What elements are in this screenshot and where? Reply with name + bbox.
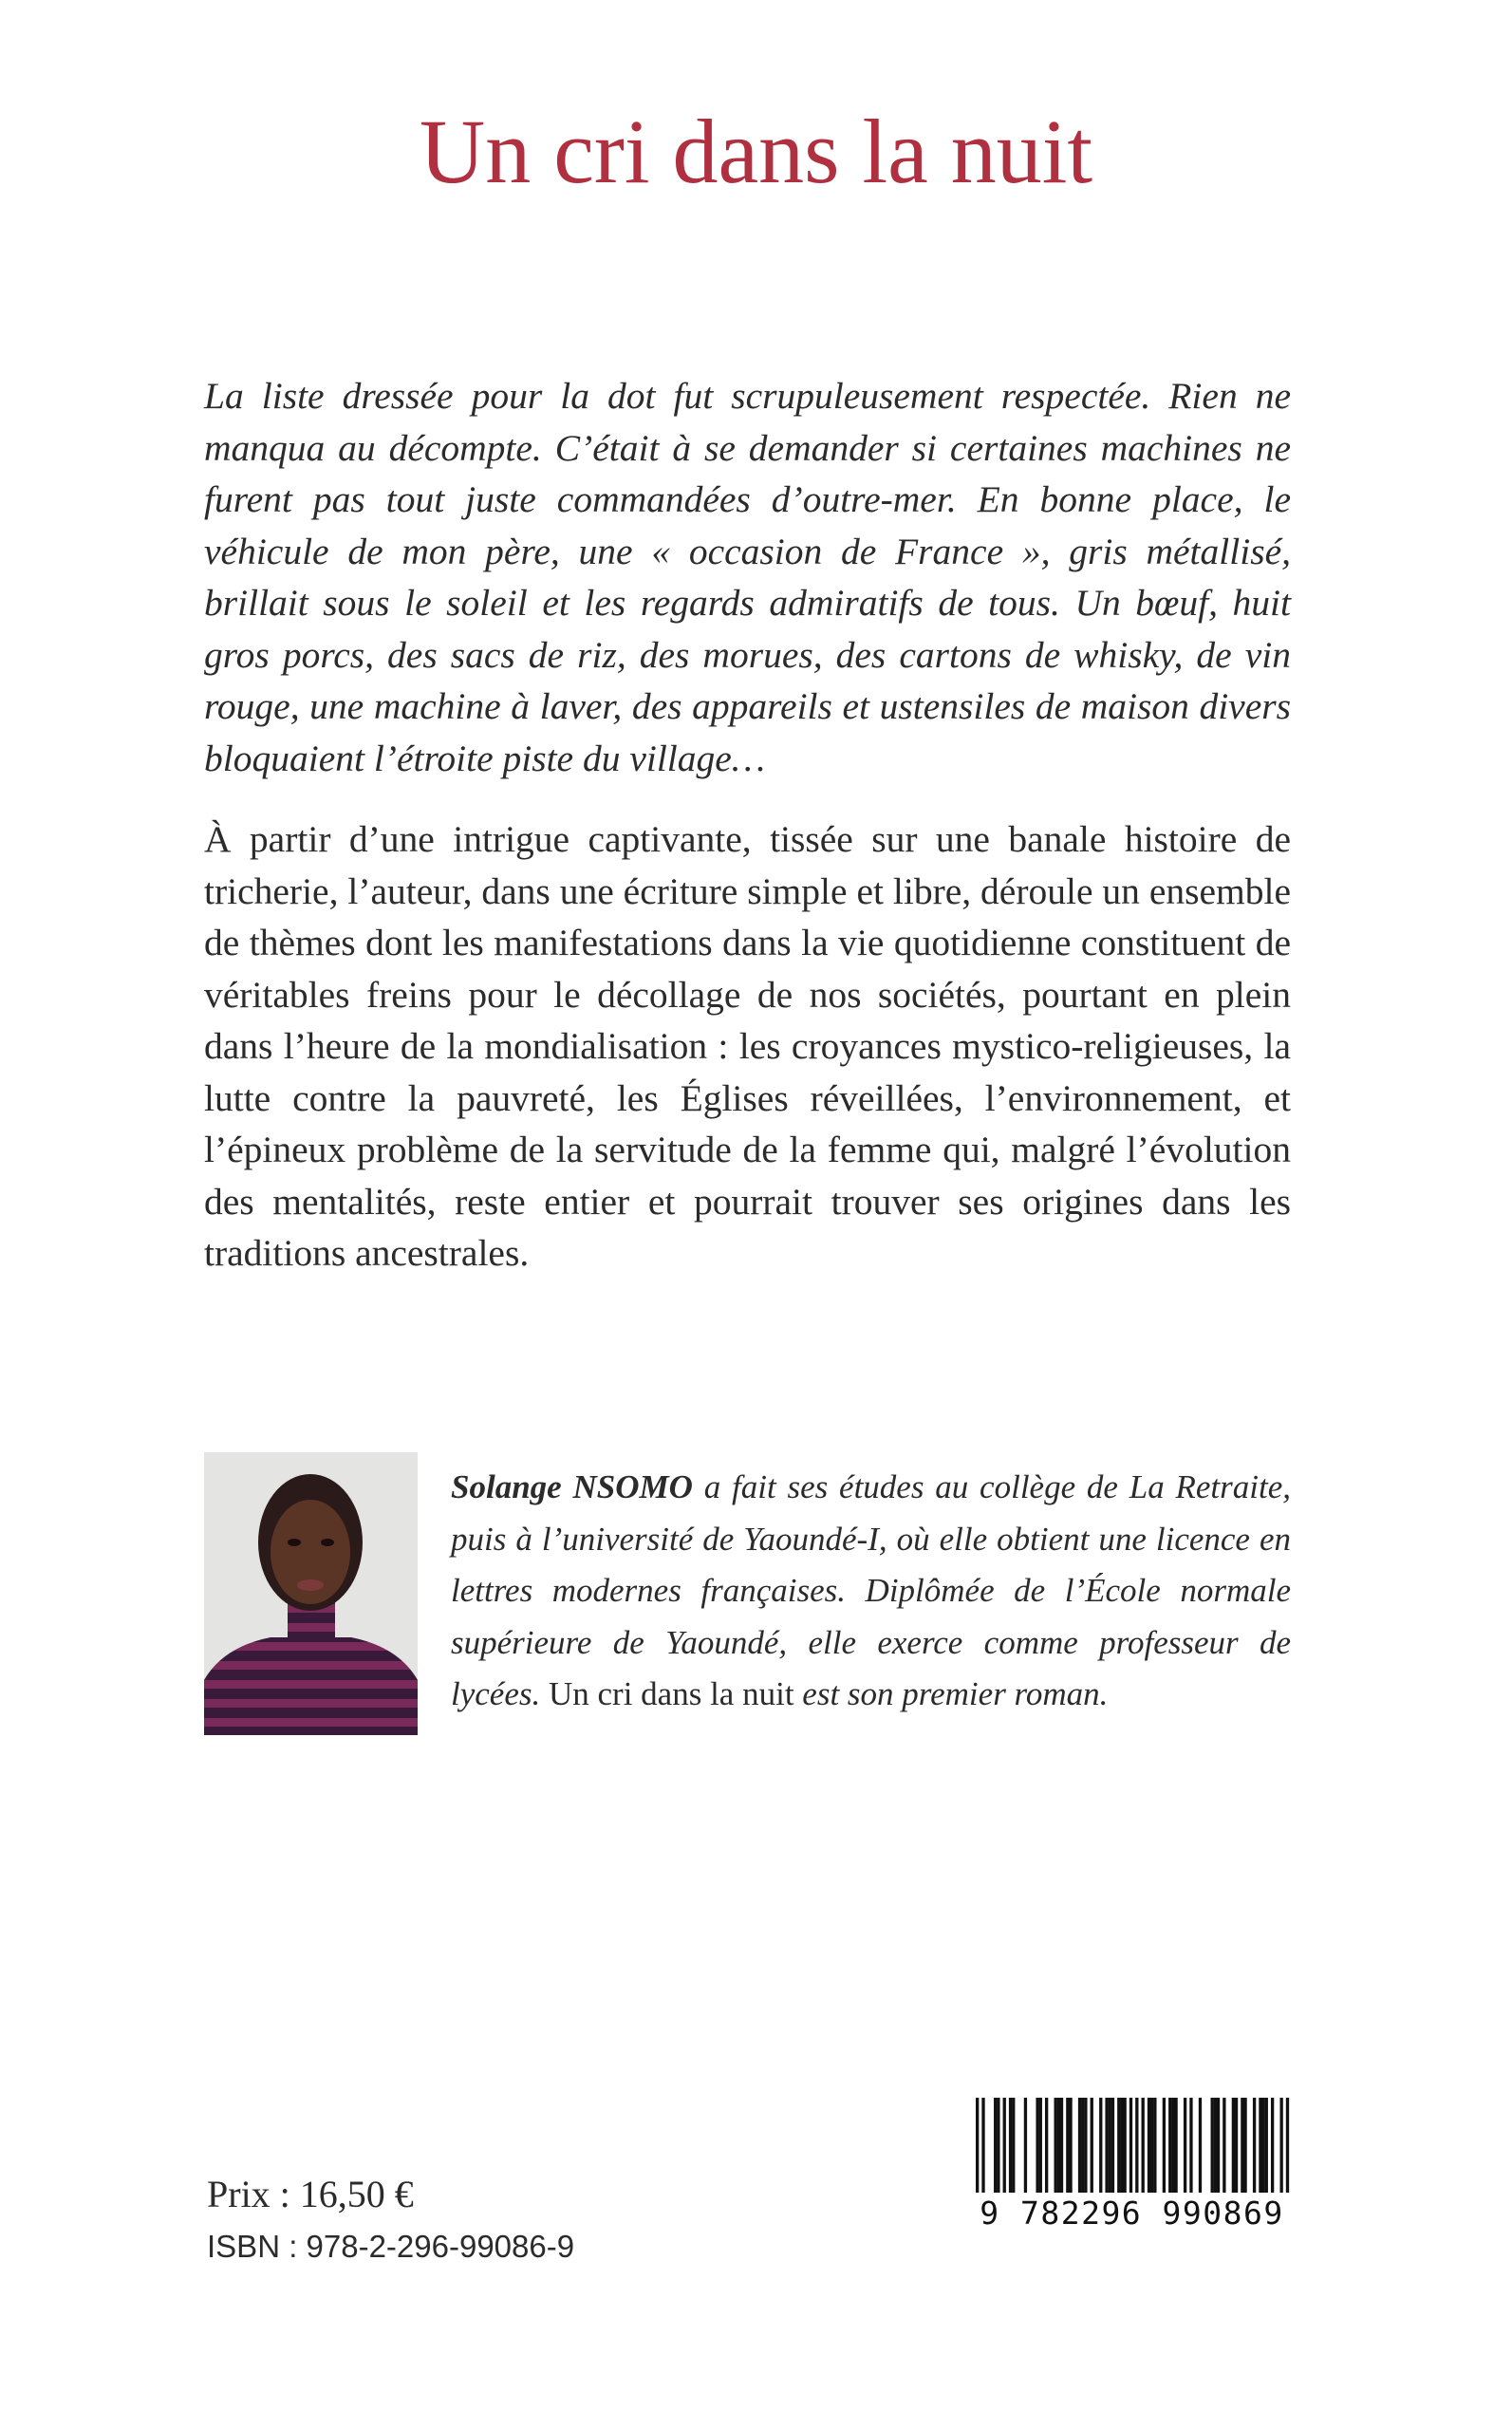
- barcode-bar: [1189, 2098, 1192, 2193]
- barcode-bar: [1109, 2098, 1111, 2193]
- barcode-bar: [1279, 2098, 1282, 2193]
- author-bio: [451, 1462, 1291, 1721]
- barcode-bar: [1060, 2098, 1063, 2193]
- barcode-bar: [1261, 2098, 1264, 2193]
- barcode-bar: [1259, 2098, 1261, 2193]
- barcode-bar: [1235, 2098, 1238, 2193]
- barcode-bar: [1129, 2098, 1132, 2193]
- barcode-bar: [994, 2098, 997, 2193]
- barcode-bar: [1123, 2098, 1126, 2193]
- barcode-bar: [1211, 2098, 1214, 2193]
- synopsis-paragraph: À partir d’une intrigue captivante, tissée sur une banale histoire de tricherie, l’auteur, dans une écriture simple et libre, déroule un ensemble de thèmes dont les manifestations dans la vie quotidienne constituent de véritables freins pour le décollage de nos sociétés, pourtant en plein dans l’heure de la mondialisation : les croyances mystico-religieuses, la lutte contre la pauvreté, les Églises réveillées, l’environnement, et l’épineux problème de la servitude de la femme qui, malgré l’évolution des mentalités, reste entier et pourrait trouver ses origines dans les traditions ancestrales.: [204, 818, 1291, 1274]
- excerpt-paragraph: La liste dressée pour la dot fut scrupuleusement respectée. Rien ne manqua au décompte. C’était à se demander si certaines machines ne furent pas tout juste commandées d’outre-mer. En bonne place, le véhicule de mon père, une « occasion de France », gris métallisé, brillait sous le soleil et les regards admiratifs de tous. Un bœuf, huit gros porcs, des sacs de riz, des morues, des cartons de whisky, de vin rouge, une machine à laver, des appareils et ustensiles de maison divers bloquaient l’étroite piste du village…: [204, 375, 1291, 779]
- author-bio-title-ref: Un cri dans la nuit: [548, 1675, 794, 1712]
- barcode-bar: [1111, 2098, 1114, 2193]
- barcode-bar: [1135, 2098, 1138, 2193]
- book-title: Un cri dans la nuit: [419, 101, 1093, 202]
- barcode-bars: [968, 2098, 1296, 2193]
- author-photo: [204, 1452, 418, 1735]
- barcode-bar: [1117, 2098, 1120, 2193]
- barcode-bar: [1084, 2098, 1087, 2193]
- barcode-bar: [1171, 2098, 1174, 2193]
- barcode-bar: [1253, 2098, 1256, 2193]
- barcode-bar: [1148, 2098, 1150, 2193]
- barcode-bar: [1271, 2098, 1274, 2193]
- barcode-bar: [1241, 2098, 1243, 2193]
- barcode-bar: [1265, 2098, 1268, 2193]
- barcode-bar: [1217, 2098, 1220, 2193]
- barcode-bar: [1232, 2098, 1235, 2193]
- barcode-bar: [1039, 2098, 1042, 2193]
- author-bio-text: a fait ses études au collège de La Retraite, puis à l’université de Yaoundé-I, où elle obtient une licence en lettres modernes françaises. Diplômée de l’École normale supérieure de Yaoundé, elle exerce comme professeur de lycées.: [451, 1468, 1291, 1712]
- barcode-bar: [1036, 2098, 1038, 2193]
- barcode-bar: [1078, 2098, 1081, 2193]
- barcode-bar: [1045, 2098, 1048, 2193]
- barcode-bar: [1091, 2098, 1093, 2193]
- barcode-bar: [981, 2098, 984, 2193]
- barcode-bar: [1214, 2098, 1217, 2193]
- barcode-bar: [1286, 2098, 1289, 2193]
- barcode-bar: [1184, 2098, 1186, 2193]
- barcode-bar: [1055, 2098, 1057, 2193]
- barcode-bar: [1142, 2098, 1145, 2193]
- barcode-bar: [1099, 2098, 1102, 2193]
- barcode-bar: [1199, 2098, 1202, 2193]
- author-bio-ending: est son premier roman.: [793, 1675, 1109, 1712]
- barcode-bar: [1150, 2098, 1153, 2193]
- barcode-bar: [1003, 2098, 1006, 2193]
- barcode-bar: [976, 2098, 979, 2193]
- barcode-bar: [1174, 2098, 1177, 2193]
- price-label: Prix : 16,50 €: [207, 2173, 414, 2215]
- barcode-bar: [1066, 2098, 1069, 2193]
- barcode-bar: [1009, 2098, 1012, 2193]
- barcode: [968, 2098, 1296, 2273]
- barcode-bar: [1069, 2098, 1072, 2193]
- barcode-bar: [1168, 2098, 1171, 2193]
- barcode-bar: [997, 2098, 999, 2193]
- barcode-bar: [1153, 2098, 1156, 2193]
- barcode-bar: [1024, 2098, 1027, 2193]
- barcode-bar: [1081, 2098, 1084, 2193]
- author-name: Solange NSOMO: [451, 1468, 693, 1505]
- barcode-bar: [1243, 2098, 1246, 2193]
- barcode-bar: [1163, 2098, 1166, 2193]
- barcode-bar: [1120, 2098, 1123, 2193]
- barcode-digits: 9 782296 990869: [980, 2195, 1284, 2232]
- isbn-label: ISBN : 978-2-296-99086-9: [207, 2229, 575, 2264]
- barcode-bar: [1012, 2098, 1015, 2193]
- barcode-bar: [1223, 2098, 1225, 2193]
- barcode-bar: [1105, 2098, 1108, 2193]
- barcode-bar: [1057, 2098, 1060, 2193]
